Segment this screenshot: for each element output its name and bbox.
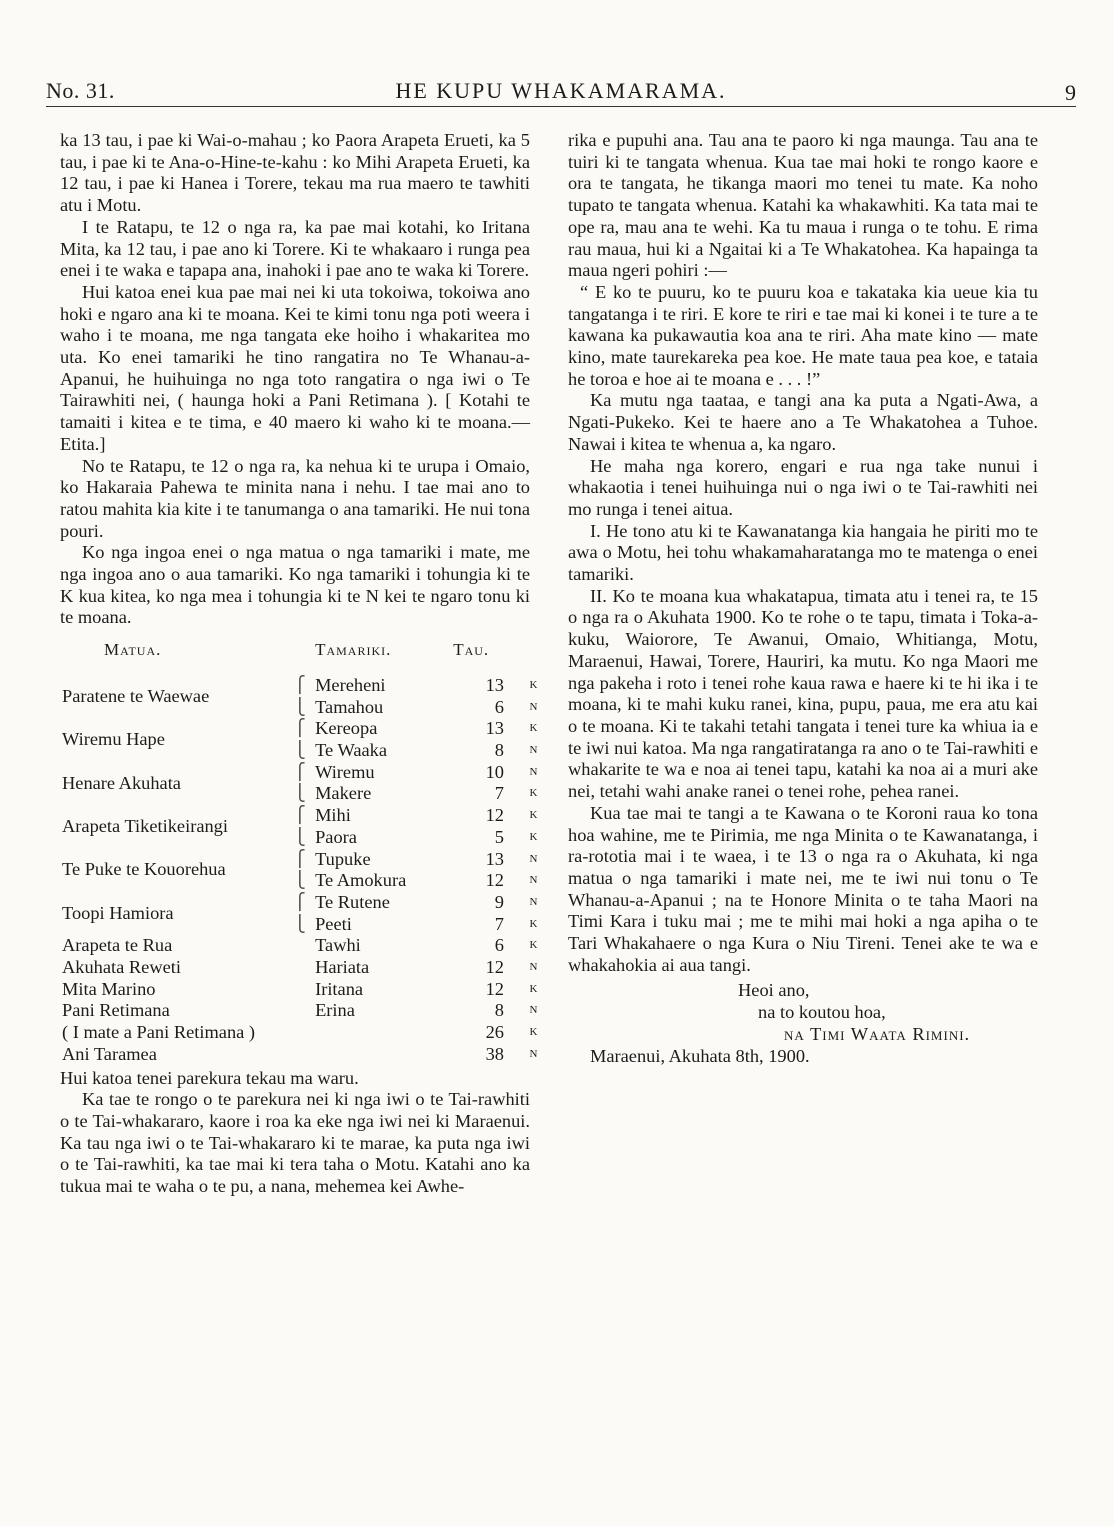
col-header-matua: Matua.	[104, 640, 162, 660]
child-age: 12	[485, 957, 504, 978]
table-header-row	[60, 639, 545, 675]
child-status: K	[529, 939, 538, 952]
col-header-tau: Tau.	[453, 640, 490, 660]
child-name: Paora	[315, 826, 357, 847]
header-rule	[46, 106, 1076, 107]
child-name: Kereopa	[315, 718, 378, 739]
brace-bottom: ⎩	[293, 741, 306, 759]
table-note: ( I mate a Pani Retimana )	[62, 1022, 256, 1043]
issue-number: No. 31.	[46, 78, 115, 103]
paragraph: rika e pupuhi ana. Tau ana te paoro ki nga maunga. Tau ana te tuiri ki te tangata whenua. Kua tae mai hoki te rongo kaore e ora te tangata, he tikanga maori mo tenei tu mate. Ka noho tupato te tangata whenua. Katahi ka whakawhiti. Ka tata mai te ope ra, mau ana te wehi. Ka tu maua i runga o te tohu. E rima rau maua, hui ki a Ngaitai ki a Te Whakatohea. Ka hapainga ta maua ngeri pohiri :—	[568, 130, 1038, 281]
person-status: K	[529, 1026, 538, 1039]
child-status: N	[529, 1004, 538, 1017]
paragraph: Hui katoa enei kua pae mai nei ki uta tokoiwa, tokoiwa ano hoki e ngaro ana ki te moana. Kei te kimi tonu nga poti weera i waho i te moana, me nga tangata eke hoiho i whakaritea mo uta. Ko enei tamariki he tino rangatira no Te Whanau-a-Apanui, he huihuinga no nga toto rangatira o nga iwi o Te Tairawhiti nei, ( haunga hoki a Pani Retimana ). [ Kotahi te tamaiti i kitea e te tima, e 40 maero ki waho ki te moana.— Etita.]	[60, 281, 530, 454]
col-header-tamariki: Tamariki.	[315, 640, 392, 660]
parent-name: Akuhata Reweti	[62, 957, 181, 978]
table-row	[60, 957, 545, 979]
poem-ngeri: “ E ko te puuru, ko te puuru koa e takataka kia ueue kia tu tangatanga i te riri. E kore te riri e tae mai ki konei i te ture a te kawana ka pukawautia koa ana te riri. Aha mate kino — mate kino, mate taurekareka pea koe. He mate taua pea koe, e tataia he toroa e hoe ai te moana e . . . !”	[568, 281, 1038, 389]
parents-children-table	[60, 639, 545, 1065]
right-column	[568, 130, 1038, 1067]
person-status: N	[529, 1047, 538, 1060]
parent-name: Arapeta te Rua	[62, 935, 173, 956]
signoff-signature: na Timi Waata Rimini.	[784, 1023, 971, 1044]
child-status: K	[529, 787, 538, 800]
paragraph: I. He tono atu ki te Kawanatanga kia hangaia he piriti mo te awa o Motu, hei tohu whakamaharatanga mo te matenga o enei tamariki.	[568, 520, 1038, 585]
table-row	[60, 762, 545, 784]
page-number: 9	[1065, 80, 1076, 105]
table-row	[60, 718, 545, 740]
child-name: Te Rutene	[315, 891, 390, 912]
child-age: 8	[494, 739, 504, 760]
paragraph: Kua tae mai te tangi a te Kawana o te Koroni raua ko tona hoa wahine, me te Pirimia, me nga Minita o te Kawanatanga, i ra-rototia mai i te waea, i te 13 o nga ra o Akuhata, ki nga matua o nga tamariki i mate nei, me te iwi nui tonu o Te Whanau-a-Apanui ; na te Honore Minita o te taha Maori na Timi Kara i tuku mai ; me te mihi mai hoki a nga apiha o te Tari Whakahaere o nga Kura o Niu Tireni. Tenei ake te wa e whakahokia ai aua tangi.	[568, 802, 1038, 975]
paragraph: Hui katoa tenei parekura tekau ma waru.	[60, 1067, 359, 1088]
paragraph: He maha nga korero, engari e rua nga take nunui i whakaotia i tenei huihuinga nui o nga iwi o te Tai-rawhiti nei mo runga i tenei aitua.	[568, 455, 1038, 519]
brace-bottom: ⎩	[293, 828, 306, 846]
left-column	[60, 130, 538, 1198]
child-status: K	[529, 809, 538, 822]
child-age: 10	[485, 761, 504, 782]
table-row	[60, 979, 545, 1001]
brace-bottom: ⎩	[293, 872, 306, 890]
child-name: Makere	[315, 783, 372, 804]
parent-name: Pani Retimana	[62, 1000, 170, 1021]
child-name: Te Waaka	[315, 739, 388, 760]
paragraph: ka 13 tau, i pae ki Wai-o-mahau ; ko Paora Arapeta Erueti, ka 5 tau, i pae ki te Ana-o-Hine-te-kahu : ko Mihi Arapeta Erueti, ka 12 tau, i pae ki Hanea i Torere, tekau ma rua maero te tawhiti atu i Motu.	[60, 130, 530, 216]
child-status: N	[529, 700, 538, 713]
brace-top: ⎧	[293, 893, 306, 911]
child-name: Peeti	[315, 913, 352, 934]
parent-name: Toopi Hamiora	[62, 902, 174, 923]
parent-name: Paratene te Waewae	[62, 685, 210, 706]
page-title: HE KUPU WHAKAMARAMA.	[395, 78, 727, 103]
child-age: 13	[485, 674, 504, 695]
child-name: Tupuke	[315, 848, 371, 869]
child-age: 12	[485, 978, 504, 999]
paragraph: Ko nga ingoa enei o nga matua o nga tamariki i mate, me nga ingoa ano o aua tamariki. Ko nga tamariki i tohungia ki te K kua kitea, ko nga mea i tohungia ki te N kei te ngaro tonu ki te moana.	[60, 542, 530, 628]
running-header	[46, 78, 1076, 108]
child-age: 12	[485, 870, 504, 891]
brace-bottom: ⎩	[293, 785, 306, 803]
table-row	[60, 849, 545, 871]
child-age: 8	[494, 1000, 504, 1021]
parent-name: Mita Marino	[62, 978, 156, 999]
child-name: Te Amokura	[315, 870, 407, 891]
brace-top: ⎧	[293, 763, 306, 781]
child-age: 13	[485, 718, 504, 739]
signoff-line: na to koutou hoa,	[758, 1002, 886, 1023]
child-age: 12	[485, 805, 504, 826]
brace-top: ⎧	[293, 850, 306, 868]
child-age: 5	[494, 826, 504, 847]
child-name: Hariata	[315, 957, 370, 978]
paragraph: Ka mutu nga taataa, e tangi ana ka puta a Ngati-Awa, a Ngati-Pukeko. Kei te haere ano a Te Whakatohea a Tuhoe. Nawai i kitea te whenua a, ka ngaro.	[568, 390, 1038, 454]
brace-top: ⎧	[293, 676, 306, 694]
person-age: 26	[485, 1022, 504, 1043]
child-age: 7	[494, 783, 504, 804]
child-status: K	[529, 830, 538, 843]
signoff	[568, 980, 1038, 1045]
signoff-line: Heoi ano,	[738, 980, 810, 1001]
brace-bottom: ⎩	[293, 698, 306, 716]
parent-name: Arapeta Tiketikeirangi	[62, 815, 228, 836]
table-row	[60, 1044, 545, 1066]
child-age: 6	[494, 935, 504, 956]
parent-name: Henare Akuhata	[62, 772, 181, 793]
child-status: K	[529, 722, 538, 735]
table-row	[60, 892, 545, 914]
child-name: Mihi	[315, 805, 351, 826]
child-status: K	[529, 982, 538, 995]
child-status: K	[529, 917, 538, 930]
child-status: N	[529, 852, 538, 865]
table-row	[60, 1022, 545, 1044]
child-name: Iritana	[315, 978, 364, 999]
paragraph: I te Ratapu, te 12 o nga ra, ka pae mai kotahi, ko Iritana Mita, ka 12 tau, i pae ano ki Torere. Ki te whakaaro i runga pea enei i te waka e tapapa ana, inahoki i pae ano te waka ki Torere.	[60, 216, 530, 281]
child-status: N	[529, 874, 538, 887]
child-age: 7	[494, 913, 504, 934]
child-name: Tamahou	[315, 696, 384, 717]
child-age: 13	[485, 848, 504, 869]
paragraph: No te Ratapu, te 12 o nga ra, ka nehua ki te urupa i Omaio, ko Hakaraia Pahewa te minita nana i nehu. I tae mai ano to ratou mahita kia kite i te tanumanga o ana tamariki. He nui tona pouri.	[60, 455, 530, 541]
child-status: N	[529, 895, 538, 908]
person-age: 38	[485, 1043, 504, 1064]
table-row	[60, 675, 545, 697]
child-name: Wiremu	[315, 761, 375, 782]
parent-name: Te Puke te Kouorehua	[62, 859, 226, 880]
child-status: N	[529, 765, 538, 778]
child-age: 6	[494, 696, 504, 717]
child-status: N	[529, 743, 538, 756]
person-name: Ani Taramea	[62, 1043, 157, 1064]
child-name: Mereheni	[315, 674, 386, 695]
table-row	[60, 805, 545, 827]
parent-name: Wiremu Hape	[62, 729, 165, 750]
child-name: Erina	[315, 1000, 355, 1021]
table-row	[60, 935, 545, 957]
paragraph: II. Ko te moana kua whakatapua, timata atu i tenei ra, te 15 o nga ra o Akuhata 1900. Ko te rohe o te tapu, timata i Toka-a-kuku, Waiorore, Te Awanui, Omaio, Whitianga, Motu, Maraenui, Hawai, Torere, Hauriri, ka mutu. Ko nga Maori me nga pakeha i roto i tenei rohe kaua rawa e haere ki te hi ika i te moana, ki te mahi kuku ranei, kina, pupu, paua, me era atu kai o te moana. Ki te takahi tetahi tangata i tenei ture ka whiua ia e te iwi nui katoa. Ma nga rangatiratanga ra ano o te Tai-rawhiti e whakarite te wa e noa ai tenei tapu, katahi ka noa ai a muri ake nei, tetahi wahi anake ranei o tenei rohe, pehea ranei.	[568, 585, 1038, 802]
child-name: Tawhi	[315, 935, 361, 956]
brace-top: ⎧	[293, 720, 306, 738]
child-age: 9	[494, 891, 504, 912]
child-status: K	[529, 678, 538, 691]
brace-top: ⎧	[293, 807, 306, 825]
paragraph: Ka tae te rongo o te parekura nei ki nga iwi o te Tai-rawhiti o te Tai-whakararo, kaore i roa ka eke nga iwi nei ki Maraenui. Ka tau nga iwi o te Tai-whakararo ki te marae, ka puta nga iwi o te Tai-rawhiti, ka tae mai ki tera taha o Motu. Katahi ano ka tukua mai te waha o te pu, a nana, mehemea kei Awhe-	[60, 1089, 530, 1197]
brace-bottom: ⎩	[293, 915, 306, 933]
child-status: N	[529, 961, 538, 974]
table-row	[60, 1000, 545, 1022]
place-date: Maraenui, Akuhata 8th, 1900.	[590, 1045, 810, 1066]
